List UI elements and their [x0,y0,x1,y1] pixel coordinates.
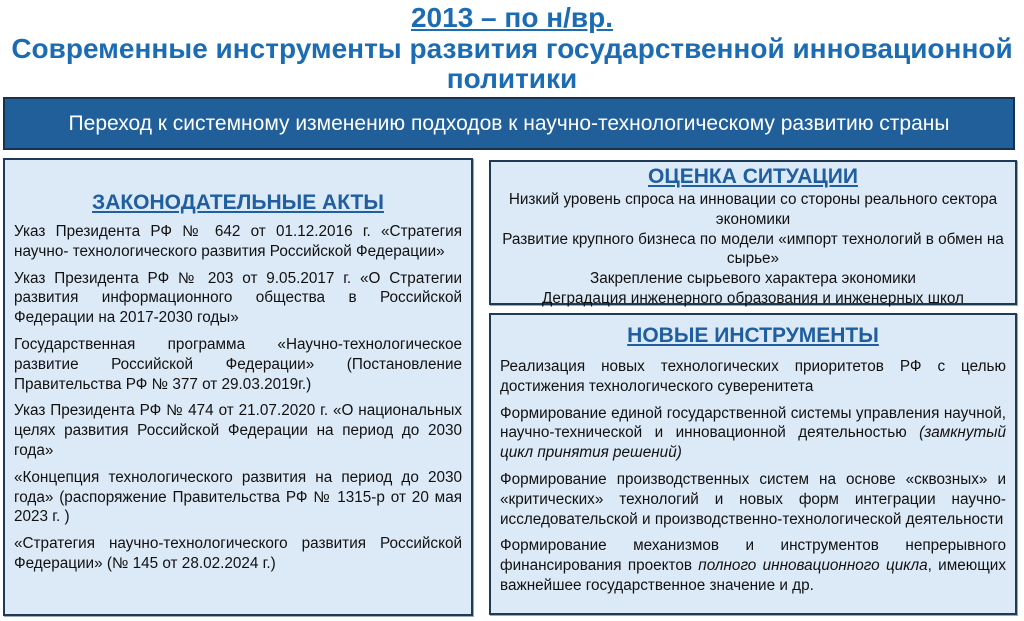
new-tools-item-italic: (замкнутый цикл принятия решений) [500,424,1006,462]
legislation-item: Указ Президента РФ № 474 от 21.07.2020 г. «О национальных целях развития Российской Федерации на период до 2030 года» [14,402,462,459]
assessment-heading: ОЦЕНКА СИТУАЦИИ [648,165,858,188]
assessment-item: Развитие крупного бизнеса по модели «импорт технологий в обмен на сырье» [502,230,1004,268]
assessment-item: Деградация инженерного образования и инженерных школ [542,289,964,307]
new-tools-heading: НОВЫЕ ИНСТРУМЕНТЫ [627,324,879,347]
new-tools-item-italic: полного инновационного цикла [698,557,928,575]
new-tools-item [500,404,1006,463]
legislation-item: «Стратегия научно-технологического развития Российской Федерации» (№ 145 от 28.02.2024 г.) [14,535,462,572]
new-tools-item-text: Формирование единой государственной системы управления научной, научно-технической и инновационной деятельностью [500,404,1006,442]
assessment-box [489,160,1017,305]
new-tools-item [500,357,1006,397]
new-tools-item-text: Формирование производственных систем на основе «сквозных» и «критических» технологий и новых форм интеграции научно-исследовательской и производственно-технологической деятельности [500,470,1006,528]
legislation-item: Указ Президента РФ № 642 от 01.12.2016 г. «Стратегия научно- технологического развития Российской Федерации» [14,223,462,260]
assessment-item: Закрепление сырьевого характера экономики [590,270,916,288]
legislation-item: Указ Президента РФ № 203 от 9.05.2017 г. «О Стратегии развития информационного общества в Российской Федерации на 2017-2030 годы» [14,269,462,327]
new-tools-item-text: Реализация новых технологических приоритетов РФ с целью достижения технологического суверенитета [500,358,1006,395]
new-tools-item-text: , имеющих важнейшее государственное значение и др. [500,557,1006,594]
legislation-item: «Концепция технологического развития на период до 2030 года» (распоряжение Правительства РФ № 1315-р от 20 мая 2023 г. ) [14,468,462,526]
page-title: Современные инструменты развития государственной инновационной политики [11,33,1013,94]
new-tools-box [489,313,1017,615]
banner [3,97,1015,150]
assessment-item: Низкий уровень спроса на инновации со стороны реального сектора экономики [508,191,998,228]
legislation-heading: ЗАКОНОДАТЕЛЬНЫЕ АКТЫ [92,191,384,214]
new-tools-item [500,536,1006,595]
legislation-box [3,158,473,616]
legislation-item: Государственная программа «Научно-технологическое развитие Российской Федерации» (Постановление Правительства РФ № 377 от 29.03.2019г.) [14,335,462,393]
new-tools-item [500,470,1006,529]
banner-text: Переход к системному изменению подходов к научно-технологическому развитию страны [68,111,950,135]
new-tools-item-text: Формирование механизмов и инструментов непрерывного финансирования проектов [500,537,1006,575]
period-title: 2013 – по н/вр. [410,2,613,33]
